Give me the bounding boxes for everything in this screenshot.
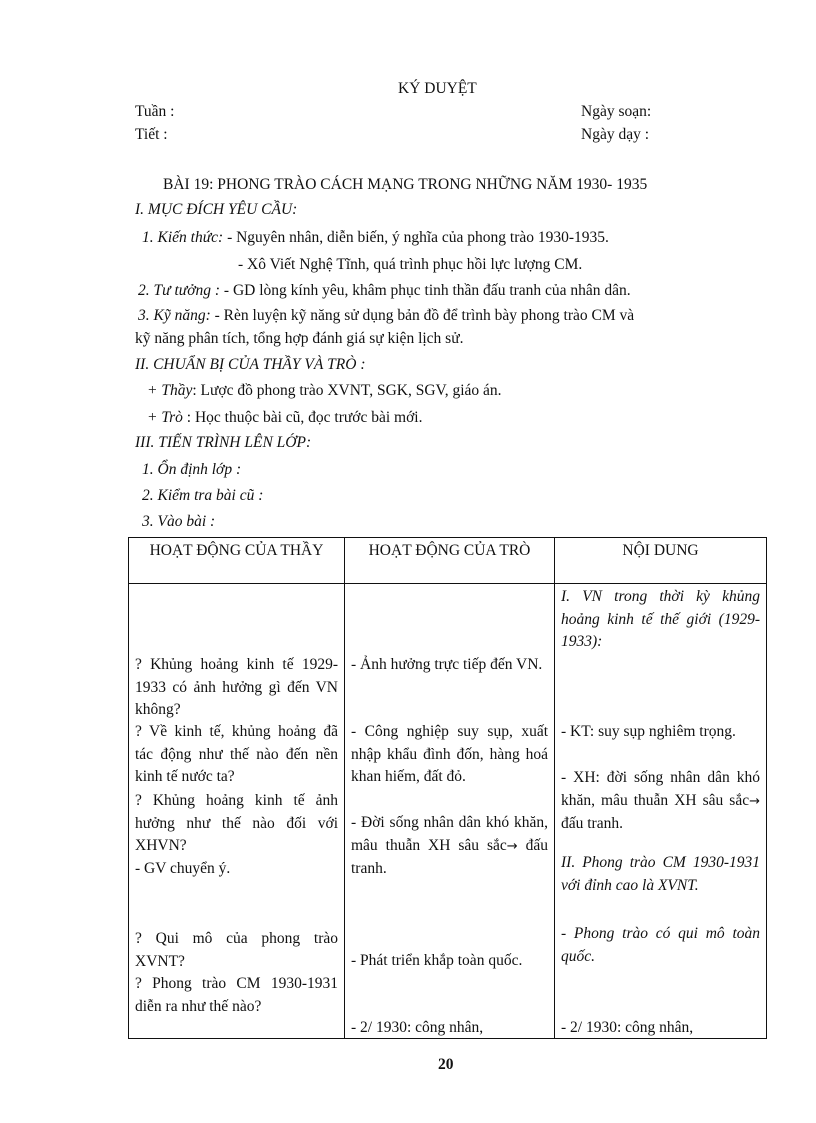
content-heading-2: II. Phong trào CM 1930-1931 với đỉnh cao là XVNT. [561, 854, 760, 894]
skill-text: - Rèn luyện kỹ năng sử dụng bản đồ để trình bày phong trào CM và [210, 307, 635, 324]
section-3-heading: III. TIẾN TRÌNH LÊN LỚP: [135, 434, 312, 451]
student-answer-2: - Công nghiệp suy sụp, xuất nhập khẩu đình đốn, hàng hoá khan hiếm, đất đỏ. [351, 723, 548, 786]
lesson-title: BÀI 19: PHONG TRÀO CÁCH MẠNG TRONG NHỮNG NĂM 1930- 1935 [163, 176, 648, 193]
teacher-question-4: ? Qui mô của phong trào XVNT? [135, 930, 338, 970]
student-column [345, 584, 555, 1039]
teacher-question-5: ? Phong trào CM 1930-1931 diễn ra như thế nào? [135, 975, 338, 1015]
arrow-icon: → [749, 793, 760, 809]
approval-heading: KÝ DUYỆT [398, 80, 477, 97]
skill-line-2: kỹ năng phân tích, tổng hợp đánh giá sự kiện lịch sử. [135, 330, 464, 347]
skill-line [138, 307, 634, 325]
teacher-prep-text: : Lược đồ phong trào XVNT, SGK, SGV, giáo án. [192, 382, 502, 399]
week-label: Tuần : [135, 103, 175, 120]
teacher-question-3: ? Khủng hoảng kinh tế ảnh hưởng như thế nào đối với XHVN? [135, 792, 338, 855]
content-economy: - KT: suy sụp nghiêm trọng. [561, 723, 736, 740]
step-3: 3. Vào bài : [142, 513, 216, 530]
section-2-heading: II. CHUẨN BỊ CỦA THẦY VÀ TRÒ : [135, 356, 366, 373]
activity-table [128, 537, 767, 1039]
student-prep-label: + Trò [147, 409, 183, 426]
teacher-prep-line [147, 382, 502, 400]
teacher-transition: - GV chuyển ý. [135, 860, 231, 877]
step-1: 1. Ổn định lớp : [142, 461, 242, 478]
arrow-icon: → [506, 838, 518, 854]
teacher-column [129, 584, 345, 1039]
teacher-question-2: ? Về kinh tế, khủng hoảng đã tác động như thế nào đến nền kinh tế nước ta? [135, 723, 338, 786]
attitude-line [138, 282, 631, 300]
content-scale: - Phong trào có qui mô toàn quốc. [561, 925, 760, 965]
teacher-prep-label: + Thầy [147, 382, 193, 399]
student-answer-4: - Phát triển khắp toàn quốc. [351, 952, 523, 969]
student-answer-3: - Đời sống nhân dân khó khăn, mâu thuẫn XH sâu sắc→ đấu tranh. [351, 814, 548, 878]
step-2: 2. Kiểm tra bài cũ : [142, 487, 264, 504]
attitude-text: - GD lòng kính yêu, khâm phục tinh thần đấu tranh của nhân dân. [220, 282, 631, 299]
content-society: - XH: đời sống nhân dân khó khăn, mâu thuẫn XH sâu sắc→ đấu tranh. [561, 769, 760, 833]
teach-date-label: Ngày dạy : [581, 126, 650, 143]
period-label: Tiết : [135, 126, 168, 143]
table-header-row [129, 538, 767, 584]
student-prep-text: : Học thuộc bài cũ, đọc trước bài mới. [182, 409, 423, 426]
knowledge-line [142, 229, 609, 247]
content-heading-1: I. VN trong thời kỳ khủng hoảng kinh tế thế giới (1929-1933): [561, 588, 760, 651]
teacher-question-1: ? Khủng hoảng kinh tế 1929-1933 có ảnh hưởng gì đến VN không? [135, 656, 338, 719]
student-answer-1: - Ảnh hưởng trực tiếp đến VN. [351, 656, 543, 673]
section-1-heading: I. MỤC ĐÍCH YÊU CẦU: [135, 201, 298, 218]
knowledge-text: - Nguyên nhân, diễn biến, ý nghĩa của phong trào 1930-1935. [223, 229, 609, 246]
table-body-row [129, 584, 767, 1039]
student-prep-line [147, 409, 422, 427]
skill-label: 3. Kỹ năng: [138, 307, 211, 324]
knowledge-label: 1. Kiến thức: [142, 229, 224, 246]
student-answer-5: - 2/ 1930: công nhân, [351, 1019, 484, 1036]
prep-date-label: Ngày soạn: [581, 103, 652, 120]
header-content: NỘI DUNG [555, 538, 767, 584]
attitude-label: 2. Tư tưởng : [138, 282, 221, 299]
header-teacher: HOẠT ĐỘNG CỦA THẦY [129, 538, 345, 584]
content-feb-1930: - 2/ 1930: công nhân, [561, 1019, 694, 1036]
header-student: HOẠT ĐỘNG CỦA TRÒ [345, 538, 555, 584]
page-number: 20 [438, 1056, 454, 1073]
content-column [555, 584, 767, 1039]
knowledge-line-2: - Xô Viết Nghệ Tĩnh, quá trình phục hồi lực lượng CM. [238, 256, 583, 273]
